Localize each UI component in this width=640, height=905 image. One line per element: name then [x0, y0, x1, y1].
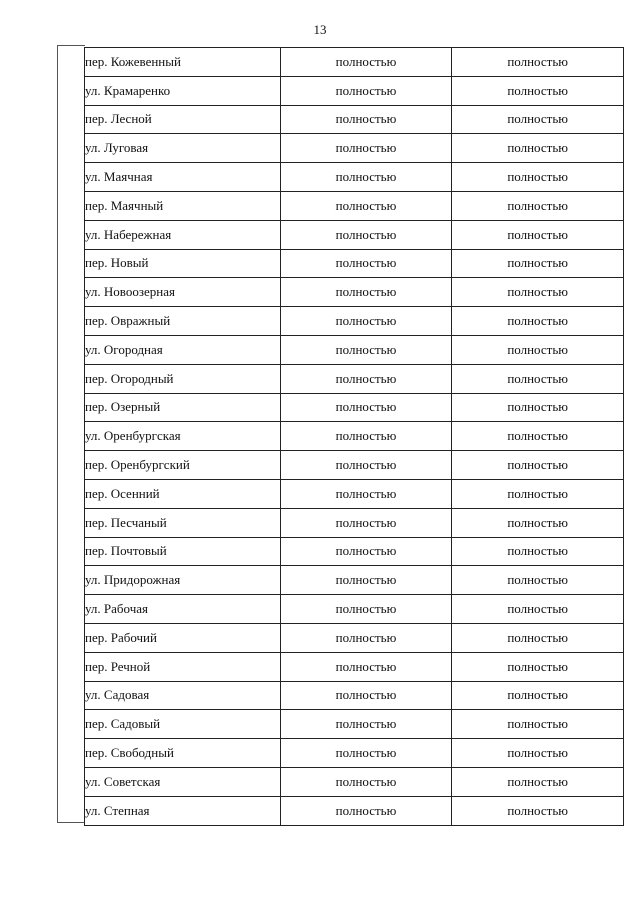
- coverage-cell-b: полностью: [452, 278, 624, 307]
- coverage-cell-a: полностью: [280, 220, 452, 249]
- street-name-cell: ул. Огородная: [85, 335, 281, 364]
- street-name-cell: ул. Набережная: [85, 220, 281, 249]
- coverage-cell-b: полностью: [452, 796, 624, 825]
- coverage-cell-b: полностью: [452, 508, 624, 537]
- coverage-cell-a: полностью: [280, 681, 452, 710]
- coverage-cell-b: полностью: [452, 710, 624, 739]
- coverage-cell-a: полностью: [280, 566, 452, 595]
- street-name-cell: пер. Садовый: [85, 710, 281, 739]
- coverage-cell-a: полностью: [280, 249, 452, 278]
- table-row: [85, 364, 624, 393]
- street-name-cell: пер. Песчаный: [85, 508, 281, 537]
- street-coverage-table: [84, 47, 624, 826]
- coverage-cell-a: полностью: [280, 134, 452, 163]
- street-name-cell: пер. Осенний: [85, 479, 281, 508]
- table-row: [85, 163, 624, 192]
- table-row: [85, 566, 624, 595]
- coverage-cell-b: полностью: [452, 479, 624, 508]
- street-name-cell: пер. Свободный: [85, 739, 281, 768]
- coverage-cell-a: полностью: [280, 652, 452, 681]
- outer-table-border-top: [57, 45, 85, 46]
- table-row: [85, 451, 624, 480]
- table-row: [85, 739, 624, 768]
- coverage-cell-a: полностью: [280, 48, 452, 77]
- coverage-cell-b: полностью: [452, 767, 624, 796]
- street-name-cell: ул. Придорожная: [85, 566, 281, 595]
- coverage-cell-a: полностью: [280, 623, 452, 652]
- table-row: [85, 278, 624, 307]
- coverage-cell-a: полностью: [280, 335, 452, 364]
- coverage-cell-a: полностью: [280, 393, 452, 422]
- coverage-cell-b: полностью: [452, 335, 624, 364]
- coverage-cell-a: полностью: [280, 479, 452, 508]
- coverage-cell-a: полностью: [280, 105, 452, 134]
- table-row: [85, 623, 624, 652]
- coverage-cell-b: полностью: [452, 76, 624, 105]
- coverage-cell-b: полностью: [452, 623, 624, 652]
- table-row: [85, 76, 624, 105]
- street-table-container: [57, 45, 568, 823]
- table-row: [85, 595, 624, 624]
- coverage-cell-a: полностью: [280, 422, 452, 451]
- coverage-cell-a: полностью: [280, 191, 452, 220]
- table-row: [85, 508, 624, 537]
- street-name-cell: пер. Оренбургский: [85, 451, 281, 480]
- coverage-cell-a: полностью: [280, 307, 452, 336]
- coverage-cell-a: полностью: [280, 739, 452, 768]
- page-number: 13: [313, 22, 327, 37]
- coverage-cell-b: полностью: [452, 163, 624, 192]
- street-name-cell: ул. Маячная: [85, 163, 281, 192]
- street-name-cell: пер. Овражный: [85, 307, 281, 336]
- table-row: [85, 307, 624, 336]
- coverage-cell-b: полностью: [452, 422, 624, 451]
- outer-table-border-bottom: [57, 822, 85, 823]
- street-name-cell: ул. Степная: [85, 796, 281, 825]
- coverage-cell-b: полностью: [452, 393, 624, 422]
- street-name-cell: пер. Рабочий: [85, 623, 281, 652]
- coverage-cell-a: полностью: [280, 508, 452, 537]
- coverage-cell-b: полностью: [452, 566, 624, 595]
- coverage-cell-b: полностью: [452, 739, 624, 768]
- street-name-cell: ул. Оренбургская: [85, 422, 281, 451]
- street-name-cell: пер. Лесной: [85, 105, 281, 134]
- coverage-cell-a: полностью: [280, 595, 452, 624]
- street-name-cell: пер. Озерный: [85, 393, 281, 422]
- street-name-cell: ул. Крамаренко: [85, 76, 281, 105]
- coverage-cell-a: полностью: [280, 767, 452, 796]
- street-name-cell: ул. Новоозерная: [85, 278, 281, 307]
- table-row: [85, 393, 624, 422]
- coverage-cell-b: полностью: [452, 537, 624, 566]
- table-row: [85, 48, 624, 77]
- street-name-cell: ул. Садовая: [85, 681, 281, 710]
- coverage-cell-b: полностью: [452, 134, 624, 163]
- street-name-cell: пер. Огородный: [85, 364, 281, 393]
- coverage-cell-b: полностью: [452, 191, 624, 220]
- street-name-cell: пер. Почтовый: [85, 537, 281, 566]
- street-name-cell: ул. Рабочая: [85, 595, 281, 624]
- street-name-cell: ул. Луговая: [85, 134, 281, 163]
- coverage-cell-b: полностью: [452, 451, 624, 480]
- table-row: [85, 479, 624, 508]
- coverage-cell-a: полностью: [280, 537, 452, 566]
- street-name-cell: пер. Кожевенный: [85, 48, 281, 77]
- coverage-cell-a: полностью: [280, 710, 452, 739]
- coverage-cell-b: полностью: [452, 652, 624, 681]
- outer-table-border-left: [57, 45, 58, 823]
- street-name-cell: пер. Речной: [85, 652, 281, 681]
- table-row: [85, 652, 624, 681]
- table-row: [85, 681, 624, 710]
- coverage-cell-a: полностью: [280, 278, 452, 307]
- coverage-cell-b: полностью: [452, 595, 624, 624]
- coverage-cell-b: полностью: [452, 220, 624, 249]
- coverage-cell-a: полностью: [280, 364, 452, 393]
- coverage-cell-b: полностью: [452, 364, 624, 393]
- table-row: [85, 335, 624, 364]
- table-body: [85, 48, 624, 826]
- street-name-cell: пер. Новый: [85, 249, 281, 278]
- table-row: [85, 422, 624, 451]
- table-row: [85, 220, 624, 249]
- coverage-cell-b: полностью: [452, 48, 624, 77]
- table-row: [85, 767, 624, 796]
- table-row: [85, 710, 624, 739]
- coverage-cell-b: полностью: [452, 105, 624, 134]
- table-row: [85, 796, 624, 825]
- table-row: [85, 537, 624, 566]
- table-row: [85, 134, 624, 163]
- coverage-cell-a: полностью: [280, 451, 452, 480]
- coverage-cell-a: полностью: [280, 796, 452, 825]
- table-row: [85, 191, 624, 220]
- coverage-cell-b: полностью: [452, 307, 624, 336]
- street-name-cell: ул. Советская: [85, 767, 281, 796]
- coverage-cell-b: полностью: [452, 681, 624, 710]
- street-name-cell: пер. Маячный: [85, 191, 281, 220]
- coverage-cell-a: полностью: [280, 76, 452, 105]
- table-row: [85, 105, 624, 134]
- coverage-cell-a: полностью: [280, 163, 452, 192]
- coverage-cell-b: полностью: [452, 249, 624, 278]
- table-row: [85, 249, 624, 278]
